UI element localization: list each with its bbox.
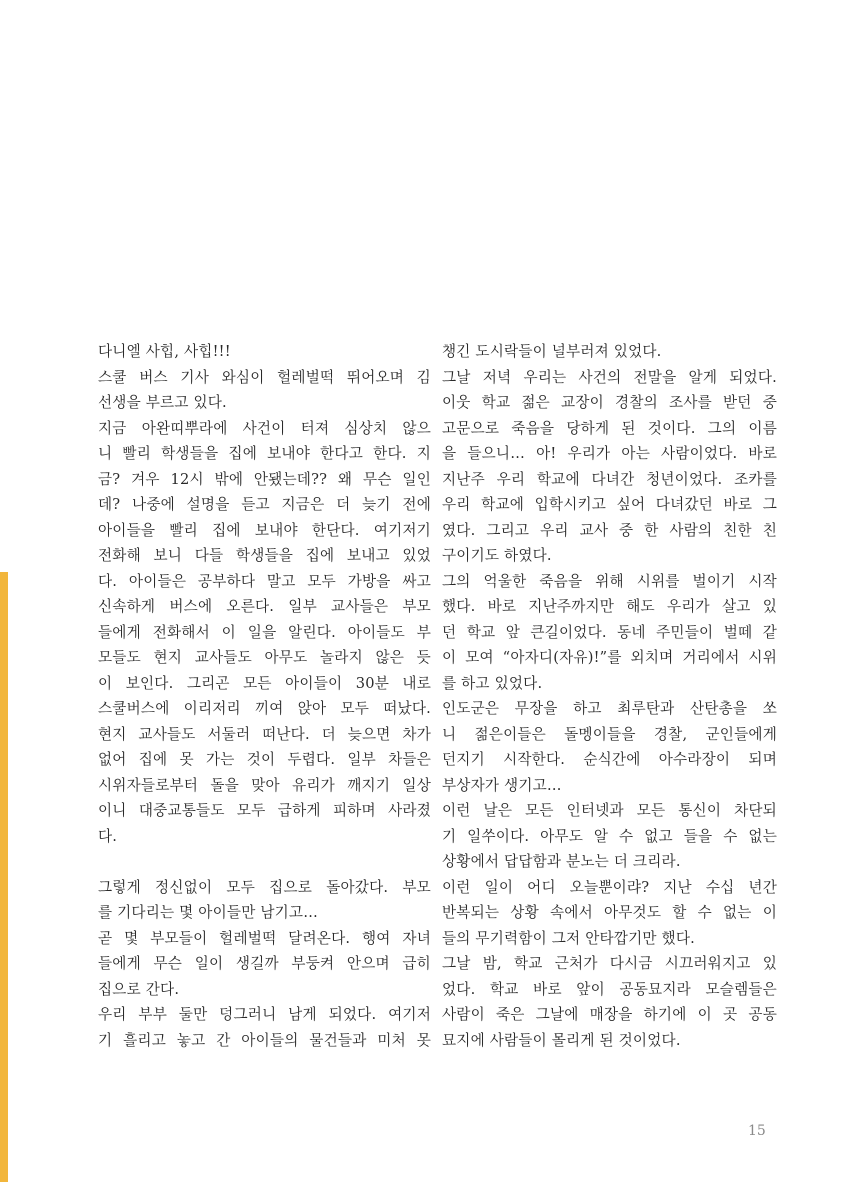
- text-line: 니 젊은이들은 돌멩이들을 경찰, 군인들에게: [442, 725, 777, 743]
- text-line: 했다. 바로 지난주까지만 해도 우리가 살고 있: [442, 598, 777, 615]
- text-line: 기 일쑤이다. 아무도 알 수 없고 들을 수 없는: [442, 827, 777, 845]
- text-line: 을 들으니… 아! 우리가 아는 사람이었다. 바로: [442, 445, 777, 462]
- page-number: 15: [748, 1123, 766, 1139]
- text-line: 었다. 학교 바로 앞이 공동묘지라 모슬렘들은: [442, 980, 777, 998]
- text-line: 현지 교사들도 서둘러 떠난다. 더 늦으면 차가: [98, 725, 431, 743]
- text-line: 다니엘 사힙, 사힙!!!: [98, 343, 231, 360]
- text-line: 를 하고 있었다.: [442, 674, 543, 692]
- text-line: 던 학교 앞 큰길이었다. 동네 주민들이 벌떼 같: [442, 623, 777, 641]
- right-text-column: [442, 339, 777, 1053]
- text-line: 지난주 우리 학교에 다녀간 청년이었다. 조카를: [442, 470, 777, 488]
- text-line: 묘지에 사람들이 몰리게 된 것이었다.: [442, 1031, 681, 1049]
- text-line: 부상자가 생기고…: [442, 776, 562, 794]
- text-line: 그날 밤, 학교 근처가 다시금 시끄러워지고 있: [442, 955, 777, 972]
- text-line: 기 흘리고 놓고 간 아이들의 물건들과 미처 못: [98, 1031, 431, 1049]
- text-line: 신속하게 버스에 오른다. 일부 교사들은 부모: [98, 598, 431, 615]
- text-line: 전화해 보니 다들 학생들을 집에 보내고 있었: [98, 547, 431, 564]
- text-line: 반복되는 상황 속에서 아무것도 할 수 없는 이: [442, 904, 777, 921]
- text-line: 금? 겨우 12시 밖에 안됐는데?? 왜 무슨 일인: [98, 470, 431, 488]
- text-line: 챙긴 도시락들이 널부러져 있었다.: [442, 343, 662, 360]
- text-line: 모들도 현지 교사들도 아무도 놀라지 않은 듯: [98, 649, 431, 666]
- text-line: 이런 일이 어디 오늘뿐이랴? 지난 수십 년간: [442, 878, 777, 896]
- text-line: 우리 부부 둘만 덩그러니 남게 되었다. 여기저: [98, 1006, 431, 1023]
- text-line: 들의 무기력함이 그저 안타깝기만 했다.: [442, 929, 695, 947]
- text-line: 스쿨버스에 이리저리 끼여 앉아 모두 떠났다.: [98, 700, 431, 717]
- text-line: 였다. 그리고 우리 교사 중 한 사람의 친한 친: [442, 521, 777, 539]
- text-line: 집으로 간다.: [98, 980, 180, 998]
- text-line: 아이들을 빨리 집에 보내야 한단다. 여기저기: [98, 521, 431, 539]
- text-line: 니 빨리 학생들을 집에 보내야 한다고 한다. 지: [98, 445, 431, 462]
- text-line: 상황에서 답답함과 분노는 더 크리라.: [442, 853, 681, 870]
- left-text-column: [98, 339, 431, 1053]
- text-line: 들에게 전화해서 이 일을 알린다. 아이들도 부: [98, 623, 431, 641]
- text-line: [98, 849, 431, 875]
- text-line: 이런 날은 모든 인터넷과 모든 통신이 차단되: [442, 802, 777, 819]
- text-line: 이 모여 “아자디(자유)!”를 외치며 거리에서 시위: [442, 649, 777, 666]
- text-line: 우리 학교에 입학시키고 싶어 다녀갔던 바로 그: [442, 496, 777, 513]
- text-line: 지금 아완띠뿌라에 사건이 터져 심상치 않으: [98, 419, 431, 437]
- text-line: 인도군은 무장을 하고 최루탄과 산탄총을 쏘: [442, 700, 777, 717]
- text-line: 이 보인다. 그리곤 모든 아이들이 30분 내로: [98, 674, 431, 692]
- text-line: 그날 저녁 우리는 사건의 전말을 알게 되었다.: [442, 368, 777, 386]
- page-edge-accent-bar: [0, 572, 8, 1182]
- text-line: 던지기 시작한다. 순식간에 아수라장이 되며: [442, 751, 777, 768]
- text-line: 없어 집에 못 가는 것이 두렵다. 일부 차들은: [98, 751, 431, 768]
- text-line: 들에게 무슨 일이 생길까 부둥켜 안으며 급히: [98, 955, 431, 972]
- text-line: 이니 대중교통들도 모두 급하게 피하며 사라졌: [98, 802, 431, 819]
- text-line: 이웃 학교 젊은 교장이 경찰의 조사를 받던 중: [442, 394, 777, 411]
- text-line: 사람이 죽은 그날에 매장을 하기에 이 곳 공동: [442, 1006, 777, 1023]
- text-line: 를 기다리는 몇 아이들만 남기고…: [98, 904, 319, 921]
- text-line: 다. 아이들은 공부하다 말고 모두 가방을 싸고: [98, 572, 431, 590]
- text-line: 데? 나중에 설명을 듣고 지금은 더 늦기 전에: [98, 496, 431, 513]
- text-line: 구이기도 하였다.: [442, 547, 552, 564]
- text-line: 그렇게 정신없이 모두 집으로 돌아갔다. 부모: [98, 878, 431, 896]
- text-line: 다.: [98, 827, 118, 845]
- text-line: 시위자들로부터 돌을 맞아 유리가 깨지기 일상: [98, 776, 431, 794]
- text-line: 스쿨 버스 기사 와심이 헐레벌떡 뛰어오며 김: [98, 368, 431, 386]
- text-line: 고문으로 죽음을 당하게 된 것이다. 그의 이름: [442, 419, 777, 437]
- text-line: 선생을 부르고 있다.: [98, 394, 227, 411]
- text-line: 곧 몇 부모들이 헐레벌떡 달려온다. 행여 자녀: [98, 929, 431, 947]
- text-line: 그의 억울한 죽음을 위해 시위를 벌이기 시작: [442, 572, 777, 590]
